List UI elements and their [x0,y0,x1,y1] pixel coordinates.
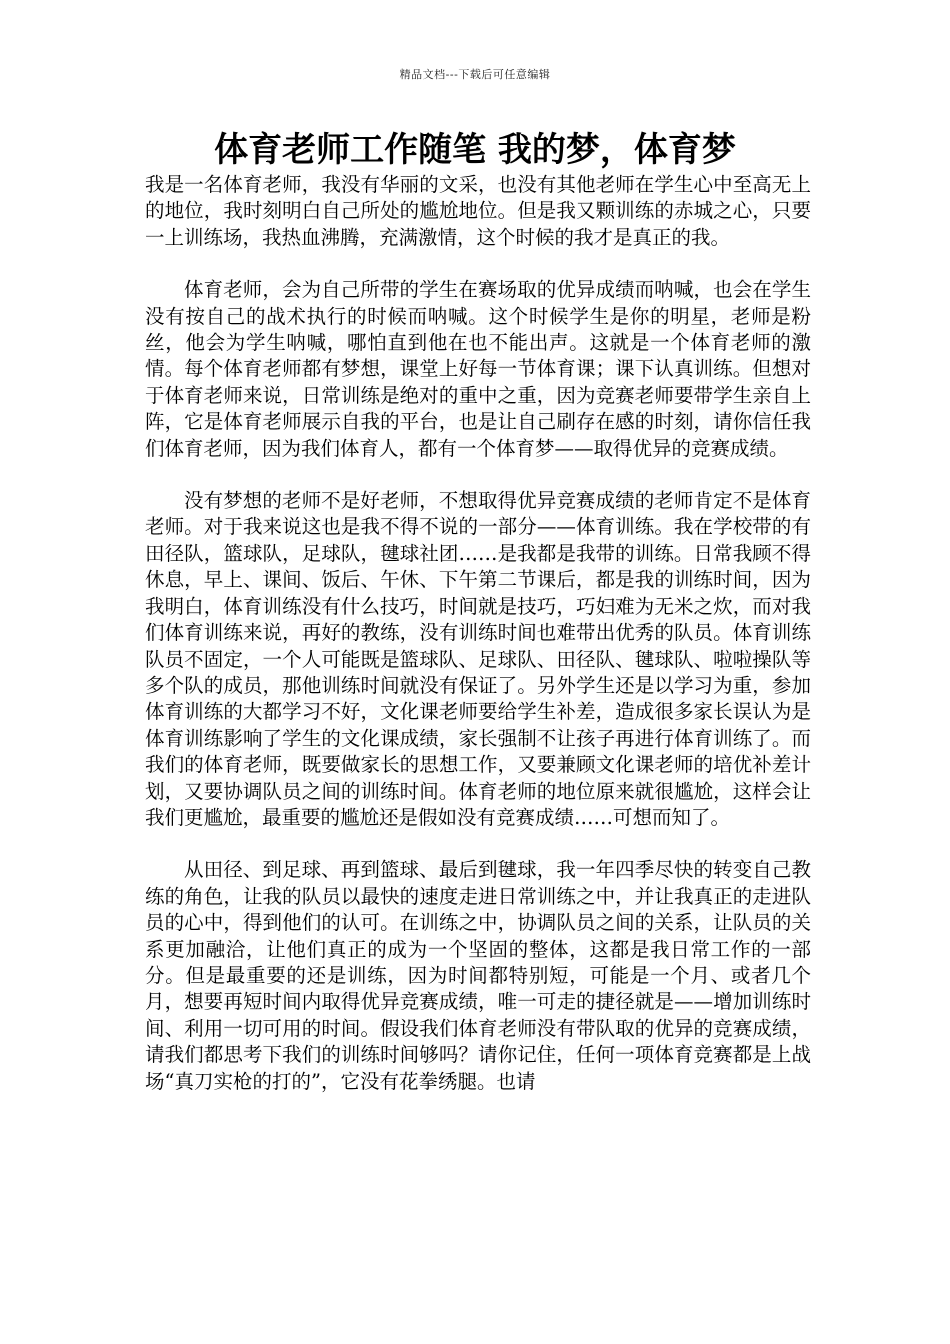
paragraph-2: 体育老师，会为自己所带的学生在赛场取的优异成绩而呐喊，也会在学生没有按自己的战术执行的时候而呐喊。这个时候学生是你的明星，老师是粉丝，他会为学生呐喊，哪怕直到他在也不能出声。这就是一个体育老师的激情。每个体育老师都有梦想，课堂上好每一节体育课；课下认真训练。但想对于体育老师来说，日常训练是绝对的重中之重，因为竞赛老师要带学生亲自上阵，它是体育老师展示自我的平台，也是让自己刷存在感的时刻，请你信任我们体育老师，因为我们体育人，都有一个体育梦——取得优异的竞赛成绩。 [145,278,811,460]
paragraph-1: 我是一名体育老师，我没有华丽的文采，也没有其他老师在学生心中至高无上的地位，我时刻明白自己所处的尴尬地位。但是我又颗训练的赤城之心，只要一上训练场，我热血沸腾，充满激情，这个时候的我才是真正的我。 [145,173,811,249]
header-note: 精品文档---下载后可任意编辑 [399,68,551,81]
paragraph-4: 从田径、到足球、再到篮球、最后到毽球，我一年四季尽快的转变自己教练的角色，让我的队员以最快的速度走进日常训练之中，并让我真正的走进队员的心中，得到他们的认可。在训练之中，协调队员之间的关系，让队员的关系更加融洽，让他们真正的成为一个坚固的整体，这都是我日常工作的一部分。但是最重要的还是训练，因为时间都特别短，可能是一个月、或者几个月，想要再短时间内取得优异竞赛成绩，唯一可走的捷径就是——增加训练时间、利用一切可用的时间。假设我们体育老师没有带队取的优异的竞赛成绩，请我们都思考下我们的训练时间够吗？请你记住，任何一项体育竞赛都是上战场“真刀实枪的打的”，它没有花拳绣腿。也请 [145,858,811,1093]
document-title: 体育老师工作随笔 我的梦，体育梦 [214,130,736,170]
paragraph-3: 没有梦想的老师不是好老师，不想取得优异竞赛成绩的老师肯定不是体育老师。对于我来说这也是我不得不说的一部分——体育训练。我在学校带的有田径队，篮球队，足球队，毽球社团……是我都是我带的训练。日常我顾不得休息，早上、课间、饭后、午休、下午第二节课后，都是我的训练时间，因为我明白，体育训练没有什么技巧，时间就是技巧，巧妇难为无米之炊，而对我们体育训练来说，再好的教练，没有训练时间也难带出优秀的队员。体育训练队员不固定，一个人可能既是篮球队、足球队、田径队、毽球队、啦啦操队等多个队的成员，那他训练时间就没有保证了。另外学生还是以学习为重，参加体育训练的大都学习不好，文化课老师要给学生补差，造成很多家长误认为是体育训练影响了学生的文化课成绩，家长强制不让孩子再进行体育训练了。而我们的体育老师，既要做家长的思想工作，又要兼顾文化课老师的培优补差计划，又要协调队员之间的训练时间。体育老师的地位原来就很尴尬，这样会让我们更尴尬，最重要的尴尬还是假如没有竞赛成绩……可想而知了。 [145,489,811,829]
document-body [145,172,811,1121]
